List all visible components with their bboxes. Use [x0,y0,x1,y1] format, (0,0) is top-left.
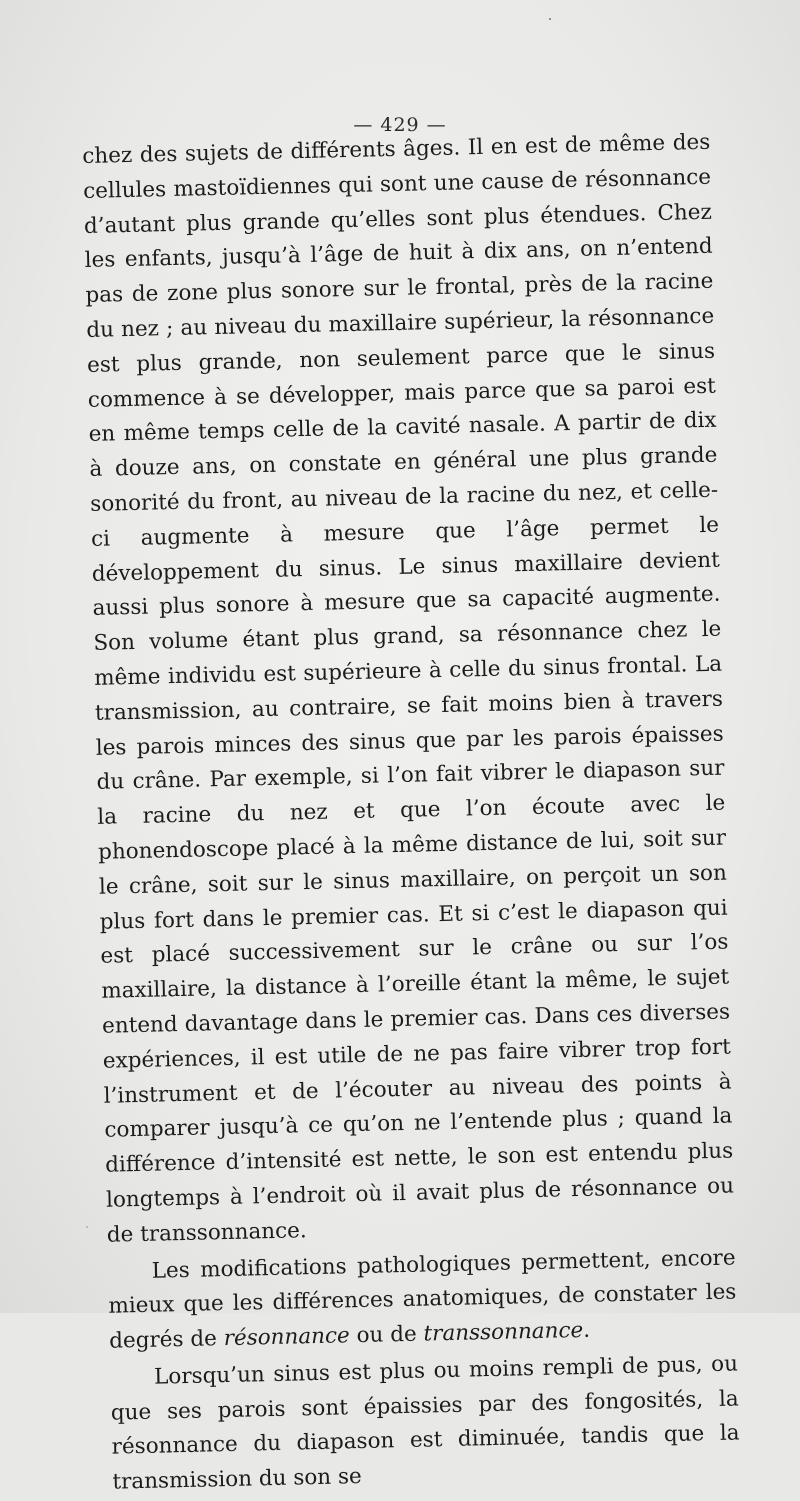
paragraph-1: chez des sujets de différents âges. Il en est de même des cellules mastoïdiennes qui sont une cause de résonnance d’autant plus grande qu’elles sont plus étendues. Chez les enfants, jusqu’à l’âge de huit à dix ans, on n’entend pas de zone plus sonore sur le frontal, près de la racine du nez ; au niveau du maxillaire supérieur, la résonnance est plus grande, non seulement parce que le sinus commence à se développer, mais parce que sa paroi est en même temps celle de la cavité nasale. A partir de dix à douze ans, on constate en général une plus grande sonorité du front, au niveau de la racine du nez, et celle-ci augmente à mesure que l’âge permet le développement du sinus. Le sinus maxillaire devient aussi plus sonore à mesure que sa capacité augmente. Son volume étant plus grand, sa résonnance chez le même individu est supérieure à celle du sinus frontal. La transmission, au contraire, se fait moins bien à travers les parois minces des sinus que par les parois épaisses du crâne. Par exemple, si l’on fait vibrer le diapason sur la racine du nez et que l’on écoute avec le phonendoscope placé à la même distance de lui, soit sur le crâne, soit sur le sinus maxillaire, on perçoit un son plus fort dans le premier cas. Et si c’est le diapason qui est placé successivement sur le crâne ou sur l’os maxillaire, la distance à l’oreille étant la même, le sujet entend davantage dans le premier cas. Dans ces diverses expériences, il est utile de ne pas faire vibrer trop fort l’instrument et de l’écouter au niveau des points à comparer jusqu’à ce qu’on ne l’entende plus ; quand la différence d’intensité est nette, le son est entendu plus longtemps à l’endroit où il avait plus de résonnance ou de transsonnance. [82,129,735,1248]
paragraph-2 [107,1241,737,1360]
page-number: — 429 — [353,114,447,136]
body-text [82,126,741,1501]
italic-term-transsonnance: transsonnance [423,1318,584,1347]
italic-term-resonnance: résonnance [223,1323,351,1352]
paper-speck [549,18,551,20]
paragraph-3: Lorsqu’un sinus est plus ou moins rempli de pus, ou que ses parois sont épaissies par des fongosités, la résonnance du diapason est diminuée, tandis que la transmission du son se [110,1351,740,1495]
paragraph-2-text-end: . [582,1317,591,1344]
paragraph-2-text-start: Les modifications pathologiques permettent, encore mieux que les différences anatomiques, de constater les degrés de [108,1244,737,1354]
paragraph-2-text-middle: ou de [349,1321,424,1349]
paper-speck [86,1226,88,1228]
